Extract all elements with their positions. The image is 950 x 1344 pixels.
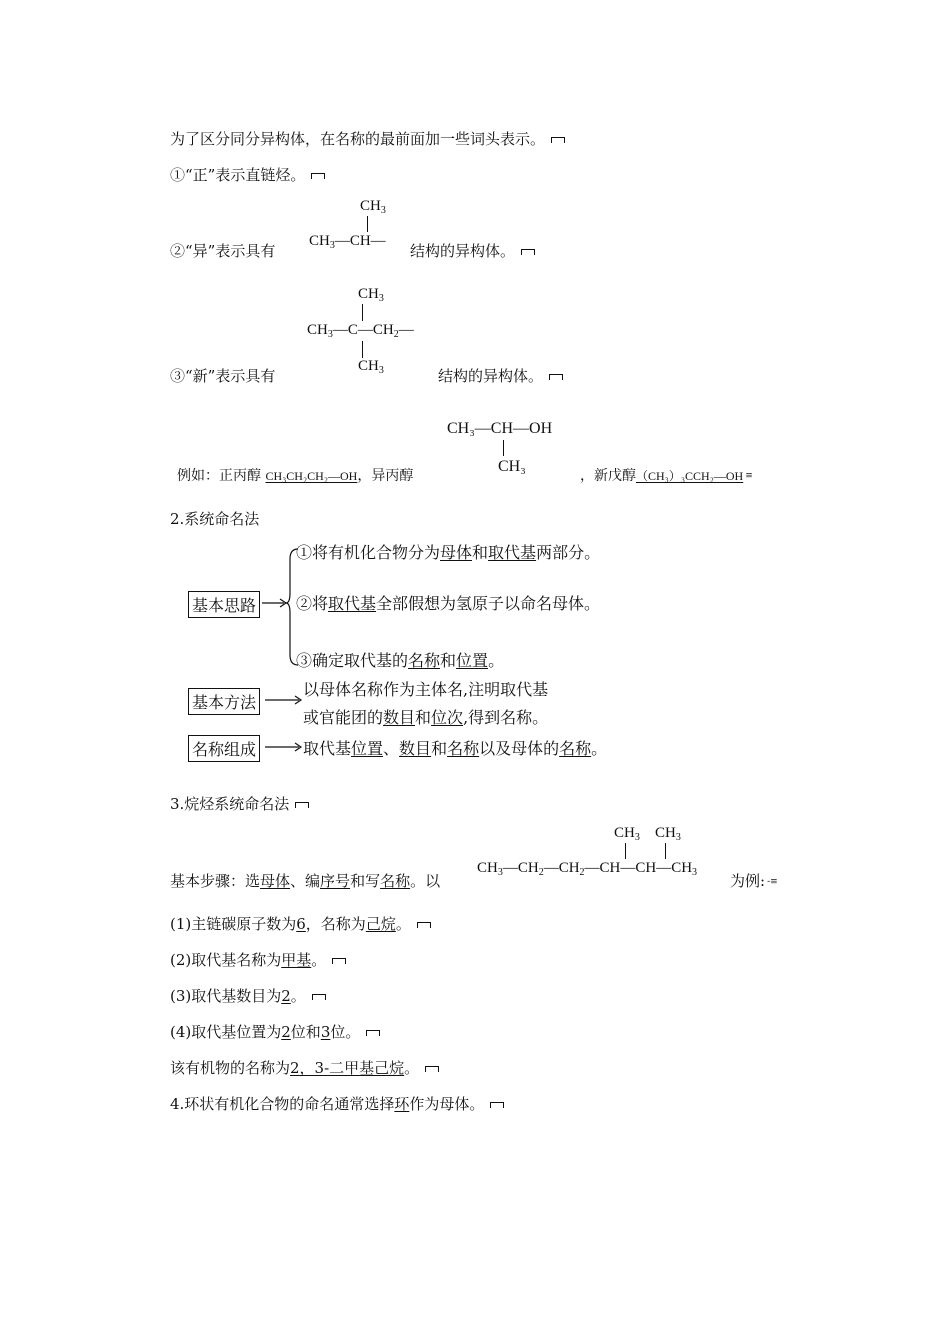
step3-a: ③确定取代基的: [296, 651, 409, 670]
xin-bottom-ch3: $CH_3$: [358, 358, 384, 376]
iso-propanol-main: CH₃—CH—OH: [447, 420, 553, 437]
step3-b: 名称: [408, 651, 441, 670]
prefix-zheng-text: ①“正”表示直链烃。: [170, 166, 306, 184]
steps-f: 名称: [380, 872, 411, 890]
bond-line: [665, 843, 666, 859]
name-c: 。: [404, 1059, 420, 1077]
comp-d: 数目: [399, 739, 432, 758]
method-line1: 以母体名称作为主体名,注明取代基: [303, 680, 549, 699]
q2-a: (2)取代基名称为: [170, 951, 282, 969]
step1-e: 两部分。: [536, 543, 601, 562]
q1-e: 。: [395, 915, 411, 933]
mol-branch2: $CH_3$: [655, 825, 681, 843]
section4-line: [170, 1093, 504, 1114]
n-propanol-formula: CH₃CH₂CH₂—OH: [265, 469, 358, 483]
section4-b: 环: [394, 1095, 410, 1113]
steps-line: [170, 870, 440, 891]
q2-line: [170, 949, 346, 970]
comp-c: 、: [383, 739, 400, 758]
step1-a: ①将有机化合物分为: [296, 543, 441, 562]
q1-b: 6: [296, 915, 306, 933]
q4-c: 位和: [290, 1023, 321, 1041]
xin-top-ch3: $CH_3$: [358, 286, 384, 304]
q2-c: 。: [311, 951, 327, 969]
name-a: 该有机物的名称为: [170, 1059, 291, 1077]
edit-mark-icon: [311, 173, 325, 179]
neo-formula: （CH₃）₃CCH₂—OH: [636, 469, 744, 483]
comp-f: 名称: [447, 739, 480, 758]
q3-line: [170, 985, 326, 1006]
step2-a: ②将: [296, 594, 329, 613]
example-lead: 例如：正丙醇: [177, 468, 261, 484]
step3-e: 。: [488, 651, 505, 670]
section2-title: 2.系统命名法: [170, 510, 260, 528]
step1-b: 母体: [440, 543, 473, 562]
diagram-step2: [296, 591, 600, 614]
section4-c: 作为母体。: [409, 1095, 485, 1113]
steps-b: 母体: [260, 872, 291, 890]
comp-b: 位置: [351, 739, 384, 758]
steps-h: 为例:: [730, 872, 766, 890]
comp-g: 以及母体的: [479, 739, 560, 758]
q1-line: [170, 913, 431, 934]
comp-e: 和: [431, 739, 448, 758]
prefix-zheng: [170, 164, 325, 185]
q4-e: 位。: [330, 1023, 361, 1041]
q3-b: 2: [281, 987, 291, 1005]
edit-mark-icon: [295, 802, 309, 808]
section3-title: 3.烷烃系统命名法: [170, 795, 290, 813]
steps-c: 、编: [290, 872, 321, 890]
example-neo: [580, 465, 753, 485]
bond-line: [362, 341, 363, 358]
q4-a: (4)取代基位置为: [170, 1023, 282, 1041]
step2-b: 取代基: [328, 594, 377, 613]
name-b: 2，3-二甲基己烷: [290, 1059, 405, 1077]
prefix-xin: [170, 365, 275, 386]
name-line: [170, 1057, 439, 1078]
edit-mark-icon: [425, 1066, 439, 1072]
steps-g: 。以: [410, 872, 441, 890]
q1-d: 己烷: [365, 915, 396, 933]
prefix-yi-after: [410, 240, 535, 261]
prefix-xin-after: [438, 365, 563, 386]
iso-propanol-label: ，异丙醇: [357, 468, 414, 484]
mol-main: $CH_3—CH_2—CH_2—CH—CH—CH_3$: [477, 860, 698, 878]
iso-propanol-branch: CH₃: [498, 458, 526, 475]
box-name-composition: 名称组成: [188, 735, 260, 762]
q4-line: [170, 1021, 380, 1042]
q1-c: ，名称为: [305, 915, 366, 933]
method-a: 或官能团的: [303, 708, 384, 727]
prefix-xin-after-text: 结构的异构体。: [438, 367, 544, 385]
method-e: ,得到名称。: [463, 708, 549, 727]
method-d: 位次: [431, 708, 464, 727]
step3-c: 和: [440, 651, 457, 670]
steps-e: 和写: [350, 872, 381, 890]
yi-main: $CH_3—CH—$: [309, 233, 386, 251]
comp-h: 名称: [559, 739, 592, 758]
steps-d: 序号: [320, 872, 351, 890]
edit-mark-icon: ≡: [745, 471, 753, 481]
step2-c: 全部假想为氢原子以命名母体。: [376, 594, 601, 613]
edit-mark-icon: [551, 137, 565, 143]
diagram-step1: [296, 540, 600, 563]
yi-top-ch3: $CH_3$: [360, 198, 386, 216]
intro-line: [170, 128, 565, 149]
steps-a: 基本步骤：选: [170, 872, 261, 890]
step1-c: 和: [472, 543, 489, 562]
method-line2: [303, 705, 548, 728]
q3-a: (3)取代基数目为: [170, 987, 282, 1005]
mol-branch1: $CH_3$: [614, 825, 640, 843]
edit-mark-icon: [490, 1102, 504, 1108]
prefix-yi: [170, 240, 275, 261]
method-b: 数目: [383, 708, 416, 727]
section3-title-line: [170, 793, 309, 814]
steps-end: [730, 870, 778, 891]
step3-d: 位置: [456, 651, 489, 670]
prefix-yi-after-text: 结构的异构体。: [410, 242, 516, 260]
edit-mark-icon: [332, 958, 346, 964]
method-c: 和: [415, 708, 432, 727]
arrow-icon: [265, 690, 305, 710]
intro-text: 为了区分同分异构体，在名称的最前面加一些词头表示。: [170, 130, 546, 148]
prefix-xin-text: ③“新”表示具有: [170, 367, 276, 385]
prefix-yi-text: ②“异”表示具有: [170, 242, 276, 260]
box-basic-method: 基本方法: [188, 688, 260, 715]
comp-i: 。: [591, 739, 608, 758]
bond-line: [503, 440, 504, 456]
q4-d: 3: [320, 1023, 331, 1041]
comp-a: 取代基: [303, 739, 352, 758]
q2-b: 甲基: [281, 951, 312, 969]
bond-line: [362, 304, 363, 321]
diagram-step3: [296, 648, 504, 671]
q1-a: (1)主链碳原子数为: [170, 915, 297, 933]
box-basic-idea: 基本思路: [188, 591, 260, 618]
edit-mark-icon: [521, 249, 535, 255]
q4-b: 2: [281, 1023, 291, 1041]
arrow-icon: [265, 737, 305, 757]
edit-mark-icon: [417, 922, 431, 928]
edit-mark-icon: -≡: [767, 877, 778, 887]
example-line: [177, 465, 413, 485]
edit-mark-icon: [366, 1030, 380, 1036]
xin-main: $CH_3—C—CH_2—$: [307, 322, 414, 340]
bond-line: [625, 843, 626, 859]
edit-mark-icon: [312, 994, 326, 1000]
step1-d: 取代基: [488, 543, 537, 562]
bond-line: [367, 216, 368, 232]
section4-a: 4.环状有机化合物的命名通常选择: [170, 1095, 395, 1113]
edit-mark-icon: [549, 374, 563, 380]
neo-label: ，新戊醇: [580, 468, 636, 484]
composition-line: [303, 736, 607, 759]
q3-c: 。: [290, 987, 306, 1005]
